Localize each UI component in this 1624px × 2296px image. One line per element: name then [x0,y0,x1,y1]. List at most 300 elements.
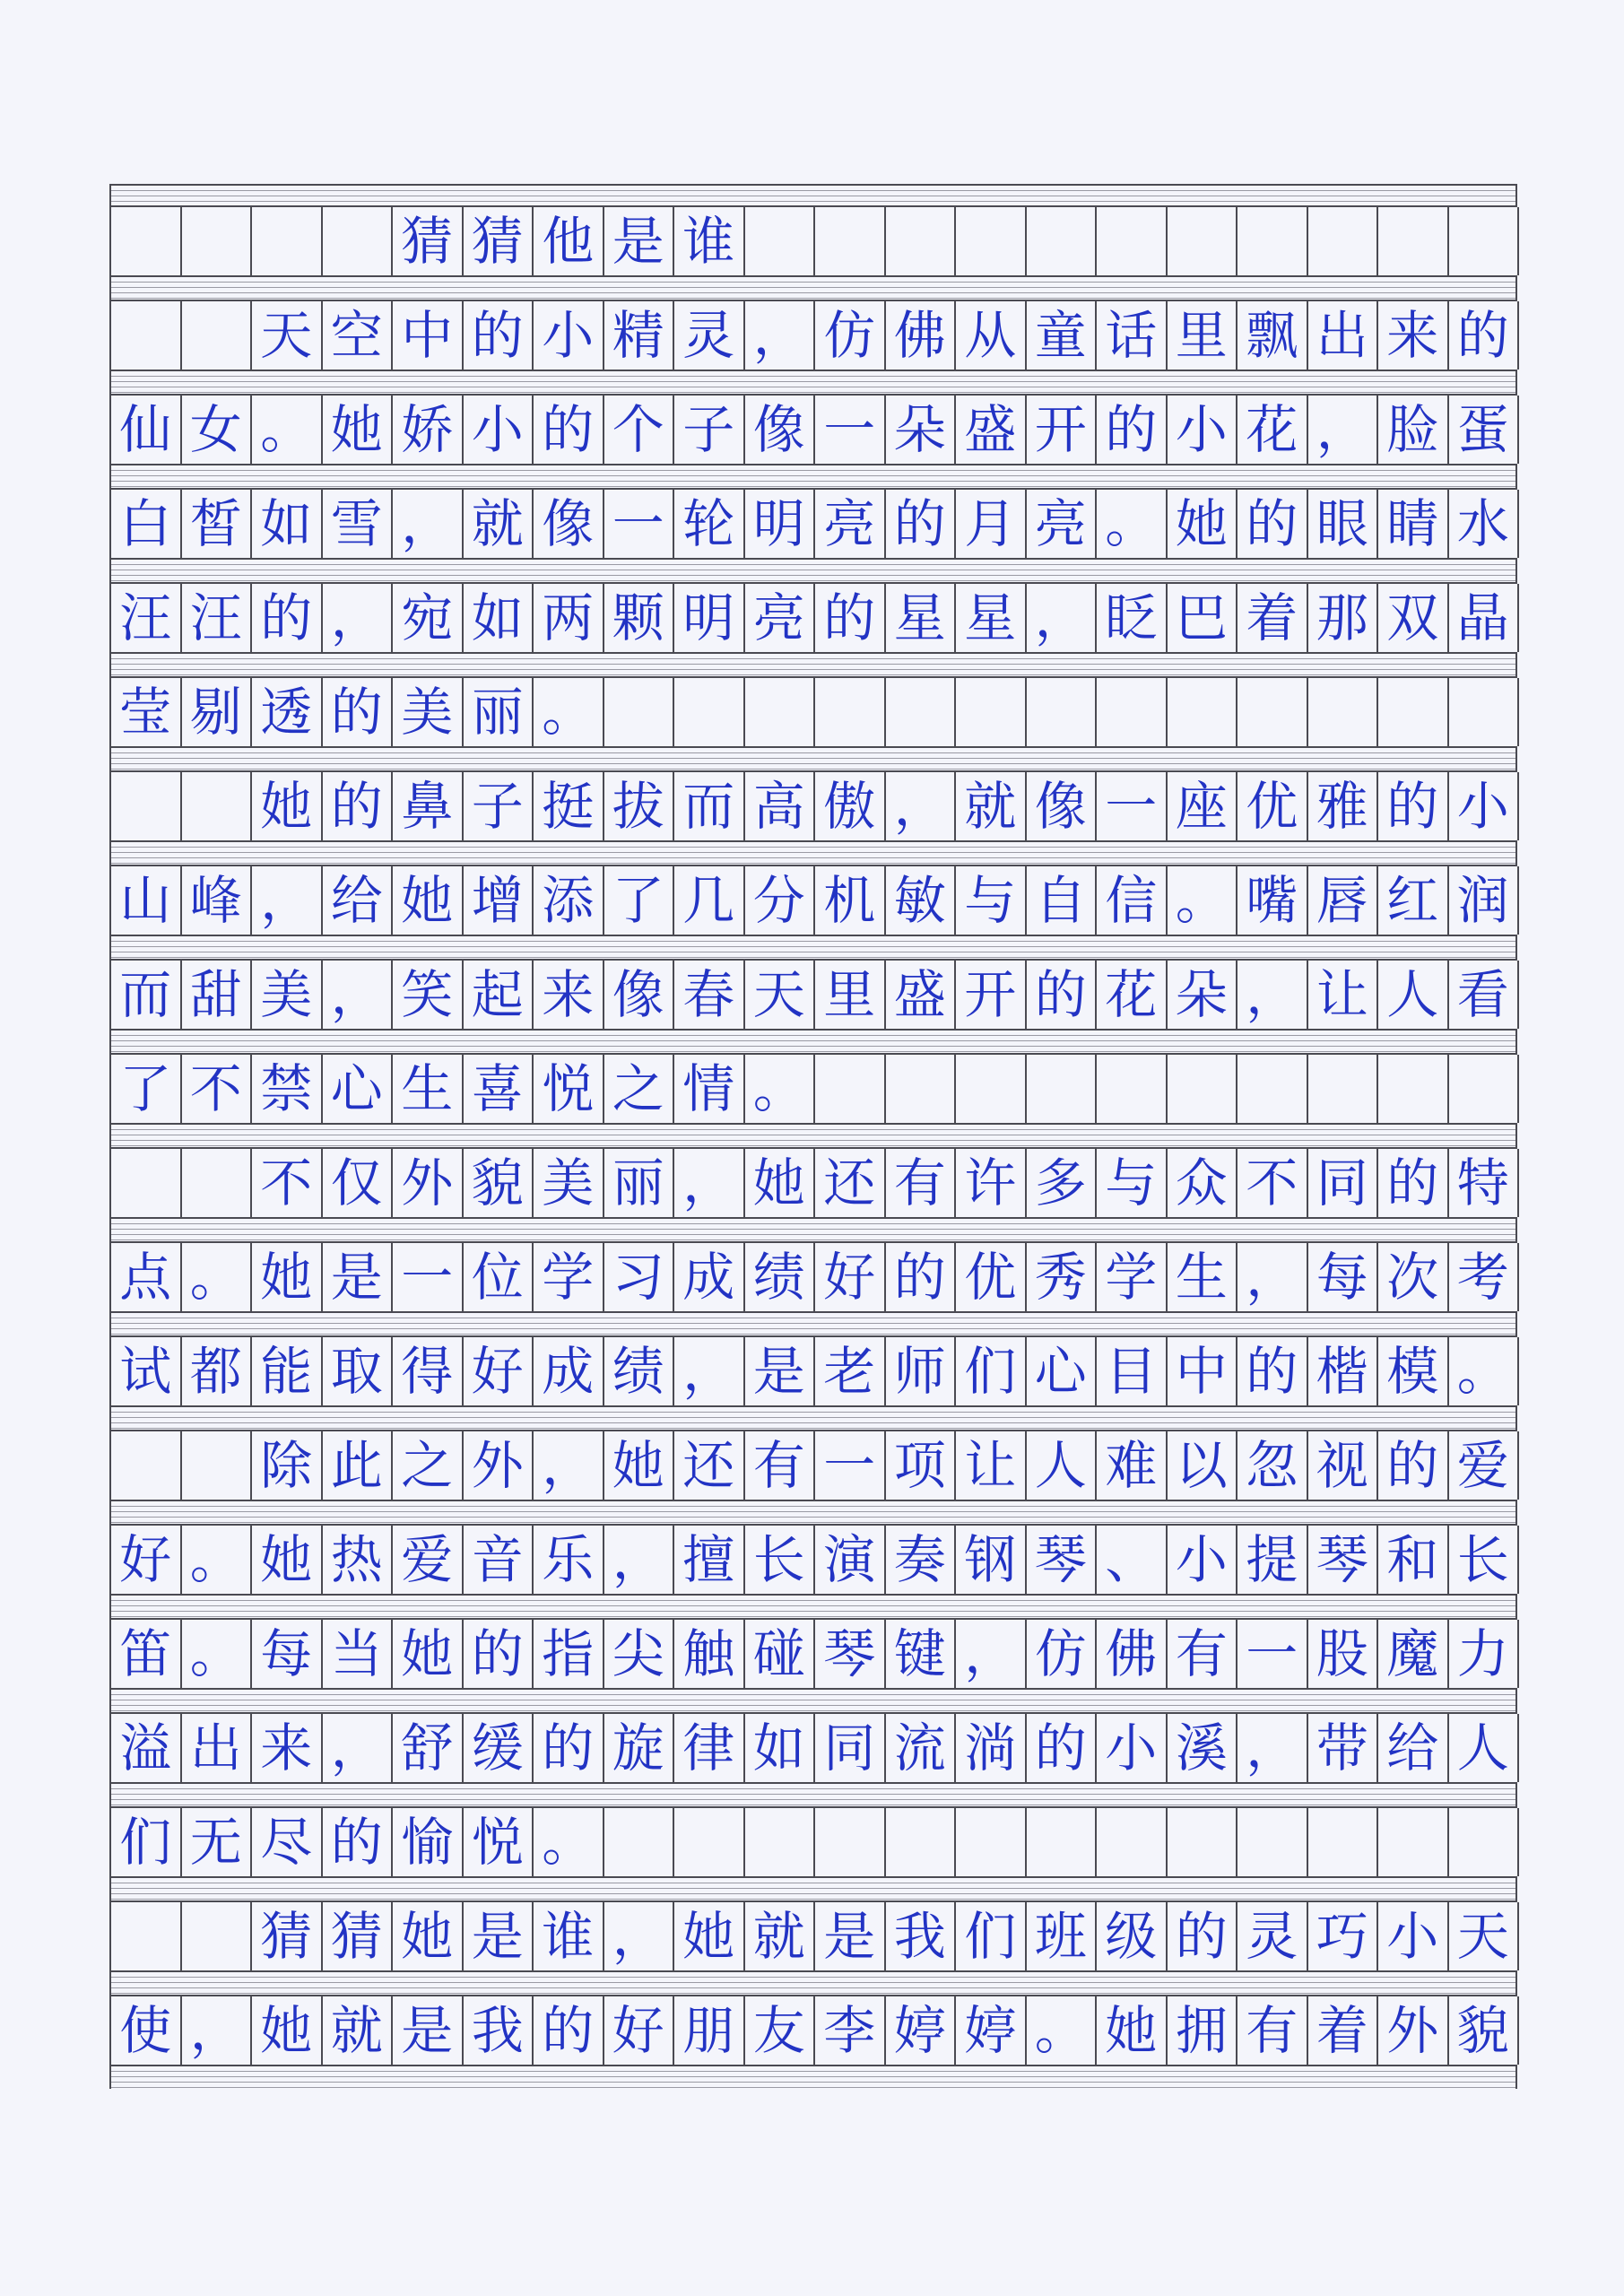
grid-cell: 机 [815,866,886,935]
grid-cell: 乐 [534,1526,604,1594]
row-gap-ruling [109,1313,1517,1335]
grid-cell [1238,207,1308,275]
grid-cell: 里 [1168,301,1238,370]
grid-cell: 除 [252,1431,323,1500]
grid-cell: 如 [252,490,323,558]
grid-cell: 高 [745,772,816,840]
grid-cell: ， [182,1996,253,2065]
grid-cell: 心 [323,1055,394,1123]
grid-cell: 与 [956,866,1027,935]
grid-cell: 力 [1449,1620,1520,1688]
grid-cell: 每 [252,1620,323,1688]
grid-cell: 眼 [1308,490,1379,558]
grid-cell [745,1808,816,1876]
grid-cell: 就 [745,1902,816,1970]
grid-cell: 级 [1097,1902,1168,1970]
grid-cell [182,1902,253,1970]
grid-row [109,676,1517,748]
grid-cell: 我 [886,1902,957,1970]
grid-cell: 让 [956,1431,1027,1500]
grid-cell [886,207,957,275]
grid-cell: 的 [1238,1337,1308,1405]
grid-cell [182,1149,253,1217]
grid-cell: 。 [182,1620,253,1688]
grid-cell [1308,678,1379,746]
grid-cell: 都 [182,1337,253,1405]
grid-cell: 一 [815,1431,886,1500]
grid-cell: 点 [111,1243,182,1311]
grid-cell: 心 [1027,1337,1098,1405]
row-gap-ruling [109,1690,1517,1712]
grid-cell: 琴 [815,1620,886,1688]
grid-row [109,1995,1517,2066]
grid-cell: 是 [815,1902,886,1970]
grid-cell: 给 [1378,1714,1449,1782]
grid-cell: 空 [323,301,394,370]
grid-cell: 的 [886,1243,957,1311]
grid-cell: 缓 [464,1714,534,1782]
grid-cell: 山 [111,866,182,935]
grid-cell: 天 [1449,1902,1520,1970]
grid-cell: 绩 [745,1243,816,1311]
row-gap-ruling [109,277,1517,300]
grid-cell: 长 [745,1526,816,1594]
grid-cell: 。 [182,1243,253,1311]
grid-cell: 的 [815,584,886,652]
grid-cell: 了 [604,866,675,935]
grid-cell: 花 [1097,961,1168,1029]
grid-cell [182,301,253,370]
grid-cell: 水 [1449,490,1520,558]
grid-cell: 是 [745,1337,816,1405]
grid-cell: 的 [1168,1902,1238,1970]
grid-row [109,1524,1517,1596]
grid-cell: 同 [1308,1149,1379,1217]
grid-cell: 优 [1238,772,1308,840]
grid-cell: 小 [1097,1714,1168,1782]
grid-cell: 同 [815,1714,886,1782]
grid-row [109,1618,1517,1690]
grid-cell [1027,678,1098,746]
grid-cell: 谁 [534,1902,604,1970]
row-gap-ruling [109,1596,1517,1618]
grid-cell: 。 [1168,866,1238,935]
grid-cell: 她 [604,1431,675,1500]
grid-cell: ， [323,1714,394,1782]
grid-cell: 子 [464,772,534,840]
grid-cell: 的 [534,1714,604,1782]
grid-cell: 而 [111,961,182,1029]
grid-cell: 与 [1097,1149,1168,1217]
grid-cell: 试 [111,1337,182,1405]
grid-cell: 增 [464,866,534,935]
grid-cell: 两 [534,584,604,652]
grid-cell: 睛 [1378,490,1449,558]
grid-cell: 仅 [323,1149,394,1217]
grid-cell: 明 [745,490,816,558]
grid-cell: 好 [111,1526,182,1594]
grid-cell: 有 [745,1431,816,1500]
grid-cell: 奏 [886,1526,957,1594]
grid-cell: 猜 [252,1902,323,1970]
grid-cell: 绩 [604,1337,675,1405]
grid-cell: 亮 [815,490,886,558]
grid-cell: 她 [323,396,394,464]
grid-cell: 双 [1378,584,1449,652]
grid-cell: 好 [815,1243,886,1311]
grid-cell: 天 [745,961,816,1029]
grid-cell: 小 [1168,1526,1238,1594]
grid-cell: 给 [323,866,394,935]
grid-cell: 的 [252,584,323,652]
grid-cell [111,207,182,275]
grid-cell: 如 [464,584,534,652]
grid-cell: 就 [464,490,534,558]
grid-cell [886,1808,957,1876]
grid-cell: 使 [111,1996,182,2065]
grid-cell: 而 [674,772,745,840]
grid-cell: 峰 [182,866,253,935]
grid-cell [1097,1808,1168,1876]
grid-cell: 一 [393,1243,464,1311]
grid-cell [956,1055,1027,1123]
grid-cell: 仿 [815,301,886,370]
grid-cell: 们 [956,1902,1027,1970]
row-gap-ruling [109,2066,1517,2089]
grid-cell: 的 [1449,301,1520,370]
grid-cell [815,207,886,275]
grid-cell: 亮 [745,584,816,652]
grid-cell: 人 [1378,961,1449,1029]
grid-cell: 此 [323,1431,394,1500]
row-gap-ruling [109,1784,1517,1806]
grid-cell [111,1902,182,1970]
grid-cell: 。 [252,396,323,464]
grid-cell: 律 [674,1714,745,1782]
grid-cell: 着 [1308,1996,1379,2065]
grid-cell: 猜 [323,1902,394,1970]
grid-cell: 琴 [1027,1526,1098,1594]
grid-cell: 特 [1449,1149,1520,1217]
grid-cell: 的 [1097,396,1168,464]
grid-cell: 人 [1027,1431,1098,1500]
grid-cell: 颗 [604,584,675,652]
grid-cell: ， [1308,396,1379,464]
grid-cell: 添 [534,866,604,935]
grid-cell: 老 [815,1337,886,1405]
grid-cell: 悦 [534,1055,604,1123]
grid-cell: 人 [1449,1714,1520,1782]
grid-cell [1378,1055,1449,1123]
grid-cell: 楷 [1308,1337,1379,1405]
grid-cell: ， [252,866,323,935]
grid-cell: 还 [815,1149,886,1217]
grid-cell: 们 [956,1337,1027,1405]
grid-cell: 佛 [886,301,957,370]
grid-cell: 生 [393,1055,464,1123]
grid-cell: 小 [1168,396,1238,464]
grid-cell: 外 [464,1431,534,1500]
grid-cell: 股 [1308,1620,1379,1688]
grid-cell: 了 [111,1055,182,1123]
grid-row [109,770,1517,842]
grid-cell [1449,1808,1520,1876]
grid-cell: 巴 [1168,584,1238,652]
grid-cell: 我 [464,1996,534,2065]
grid-cell [604,678,675,746]
row-gap-ruling [109,936,1517,959]
grid-cell: 出 [182,1714,253,1782]
grid-cell: 起 [464,961,534,1029]
composition-grid-paper [109,184,1517,2063]
grid-cell: 舒 [393,1714,464,1782]
grid-cell: 不 [1238,1149,1308,1217]
grid-cell: 唇 [1308,866,1379,935]
grid-cell: 有 [886,1149,957,1217]
grid-cell: 灵 [1238,1902,1308,1970]
grid-cell: 尖 [604,1620,675,1688]
grid-cell: 丽 [604,1149,675,1217]
grid-cell: 的 [1238,490,1308,558]
grid-cell [111,772,182,840]
grid-cell [886,678,957,746]
grid-cell: 的 [1027,961,1098,1029]
grid-cell: 有 [1238,1996,1308,2065]
grid-cell: 子 [674,396,745,464]
grid-cell: 学 [534,1243,604,1311]
grid-cell: ， [604,1902,675,1970]
grid-cell: 皙 [182,490,253,558]
grid-cell: 外 [1378,1996,1449,2065]
grid-cell: 的 [534,1996,604,2065]
grid-cell: 像 [1027,772,1098,840]
grid-cell: 还 [674,1431,745,1500]
grid-cell: 她 [745,1149,816,1217]
grid-cell [111,1431,182,1500]
grid-cell: 音 [464,1526,534,1594]
row-gap-ruling [109,1972,1517,1995]
grid-cell [182,207,253,275]
grid-cell: 她 [1097,1996,1168,2065]
grid-cell: 李 [815,1996,886,2065]
grid-cell: 是 [393,1996,464,2065]
grid-row [109,300,1517,371]
grid-cell: 让 [1308,961,1379,1029]
grid-cell [252,207,323,275]
grid-cell: 热 [323,1526,394,1594]
grid-cell: 以 [1168,1431,1238,1500]
grid-cell: 钢 [956,1526,1027,1594]
grid-cell: ， [674,1337,745,1405]
grid-cell: 。 [745,1055,816,1123]
grid-cell [111,301,182,370]
grid-cell: 师 [886,1337,957,1405]
grid-cell [1308,1808,1379,1876]
grid-cell: ， [745,301,816,370]
grid-cell: 朵 [886,396,957,464]
grid-cell: 愉 [393,1808,464,1876]
grid-cell: 爱 [1449,1431,1520,1500]
grid-cell [1027,1055,1098,1123]
grid-cell: 像 [745,396,816,464]
grid-row [109,1241,1517,1313]
grid-row [109,1053,1517,1125]
grid-cell [1027,1808,1098,1876]
grid-cell: 的 [1378,772,1449,840]
grid-cell: 就 [323,1996,394,2065]
grid-cell: 她 [252,1996,323,2065]
grid-cell: 她 [674,1902,745,1970]
grid-row [109,1712,1517,1784]
grid-cell: 眨 [1097,584,1168,652]
grid-cell: ， [323,961,394,1029]
grid-cell: 猜 [464,207,534,275]
grid-cell: 生 [1168,1243,1238,1311]
grid-cell: 演 [815,1526,886,1594]
grid-cell: 雅 [1308,772,1379,840]
grid-cell: 一 [1238,1620,1308,1688]
grid-cell: 好 [604,1996,675,2065]
grid-cell: 溢 [111,1714,182,1782]
grid-cell: 女 [182,396,253,464]
grid-cell: 的 [464,301,534,370]
grid-cell: 优 [956,1243,1027,1311]
grid-cell: 习 [604,1243,675,1311]
grid-cell: ， [674,1149,745,1217]
grid-row [109,1147,1517,1219]
grid-cell: 丽 [464,678,534,746]
grid-cell: 几 [674,866,745,935]
grid-cell: 之 [393,1431,464,1500]
grid-cell: 项 [886,1431,957,1500]
grid-cell: 班 [1027,1902,1098,1970]
grid-cell: 成 [674,1243,745,1311]
grid-cell: 灵 [674,301,745,370]
grid-cell: 娇 [393,396,464,464]
grid-cell: 的 [464,1620,534,1688]
grid-cell: 飘 [1238,301,1308,370]
grid-cell: 天 [252,301,323,370]
grid-cell: 小 [464,396,534,464]
grid-row [109,582,1517,654]
grid-cell: 明 [674,584,745,652]
grid-cell: ， [604,1526,675,1594]
grid-row [109,959,1517,1031]
grid-cell: 敏 [886,866,957,935]
grid-cell: 谁 [674,207,745,275]
grid-cell [1378,207,1449,275]
row-gap-ruling [109,842,1517,865]
grid-cell: 她 [252,1526,323,1594]
grid-cell: 亮 [1027,490,1098,558]
grid-cell: 提 [1238,1526,1308,1594]
grid-cell [815,1055,886,1123]
grid-cell: 的 [1027,1714,1098,1782]
grid-cell: 。 [534,1808,604,1876]
grid-cell: 。 [182,1526,253,1594]
grid-cell: 开 [956,961,1027,1029]
grid-cell: 宛 [393,584,464,652]
grid-cell: 那 [1308,584,1379,652]
grid-cell: 溪 [1168,1714,1238,1782]
grid-cell [745,678,816,746]
grid-cell [1308,1055,1379,1123]
grid-cell [111,1149,182,1217]
grid-row [109,1806,1517,1878]
grid-cell: 。 [1449,1337,1520,1405]
grid-cell [182,1431,253,1500]
grid-cell: 甜 [182,961,253,1029]
grid-cell: 无 [182,1808,253,1876]
grid-cell: 次 [1378,1243,1449,1311]
grid-cell: 美 [252,961,323,1029]
grid-cell: 的 [886,490,957,558]
grid-row [109,205,1517,277]
grid-cell: 佛 [1097,1620,1168,1688]
grid-cell: 花 [1238,396,1308,464]
grid-cell [815,1808,886,1876]
grid-cell [1238,1808,1308,1876]
grid-cell: 键 [886,1620,957,1688]
grid-cell [1027,207,1098,275]
grid-cell: 他 [534,207,604,275]
grid-cell: 流 [886,1714,957,1782]
grid-cell: 出 [1308,301,1379,370]
grid-cell: 的 [323,678,394,746]
grid-cell: 能 [252,1337,323,1405]
grid-cell: 分 [745,866,816,935]
grid-cell: 透 [252,678,323,746]
grid-cell: ， [1238,1714,1308,1782]
grid-cell: 尽 [252,1808,323,1876]
grid-cell: 座 [1168,772,1238,840]
grid-cell: 。 [1027,1996,1098,2065]
grid-cell: 拥 [1168,1996,1238,2065]
grid-cell [182,772,253,840]
grid-cell: 、 [1097,1526,1168,1594]
grid-cell: 她 [252,772,323,840]
grid-cell: 里 [815,961,886,1029]
grid-cell: 目 [1097,1337,1168,1405]
grid-row [109,1430,1517,1501]
grid-cell [674,1808,745,1876]
grid-cell [1168,1055,1238,1123]
grid-cell: 她 [393,1902,464,1970]
grid-cell: 带 [1308,1714,1379,1782]
grid-cell [1168,207,1238,275]
grid-cell [815,678,886,746]
grid-cell [956,207,1027,275]
grid-cell [1449,1055,1520,1123]
grid-cell: 爱 [393,1526,464,1594]
grid-cell [604,1808,675,1876]
grid-cell: 汪 [182,584,253,652]
grid-cell: 汪 [111,584,182,652]
grid-cell: 指 [534,1620,604,1688]
grid-cell: 取 [323,1337,394,1405]
grid-cell: 喜 [464,1055,534,1123]
grid-row [109,865,1517,936]
grid-cell: 雪 [323,490,394,558]
grid-cell: 来 [534,961,604,1029]
grid-cell: 话 [1097,301,1168,370]
grid-cell: 难 [1097,1431,1168,1500]
grid-cell: 她 [393,1620,464,1688]
grid-cell: 之 [604,1055,675,1123]
grid-cell: 友 [745,1996,816,2065]
grid-cell: 碰 [745,1620,816,1688]
grid-cell: 童 [1027,301,1098,370]
